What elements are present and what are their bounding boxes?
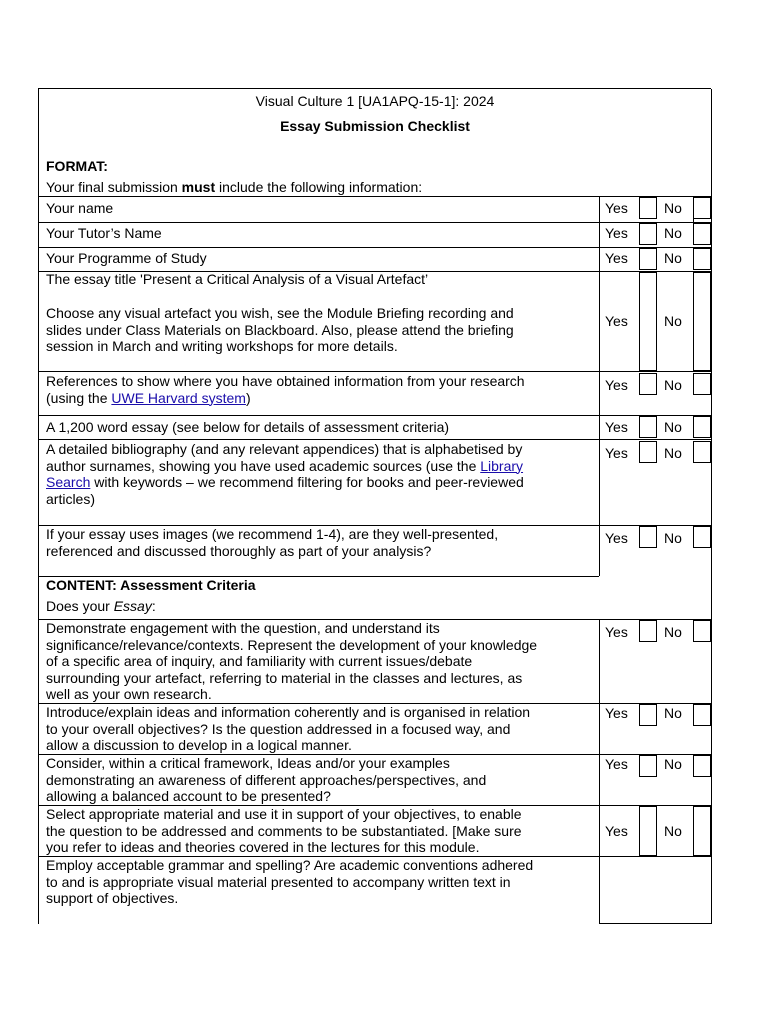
yes-checkbox[interactable] [639, 248, 657, 270]
no-checkbox[interactable] [693, 223, 711, 245]
no-checkbox[interactable] [693, 272, 711, 371]
no-checkbox[interactable] [693, 441, 711, 463]
no-label: No [664, 823, 682, 839]
row-essay-choose: Choose any visual artefact you wish, see the Module Briefing recording and slides under Class Materials on Blackboard. Also, please attend the briefing session in March and writing workshops for more details. [46, 305, 514, 354]
no-checkbox[interactable] [693, 416, 711, 438]
row-programme: Your Programme of Study [46, 250, 207, 266]
no-label: No [664, 624, 682, 640]
yes-label: Yes [605, 250, 628, 266]
yes-checkbox[interactable] [639, 373, 657, 395]
yes-label: Yes [605, 445, 628, 461]
no-label: No [664, 200, 682, 216]
yes-label: Yes [605, 823, 628, 839]
yes-label: Yes [605, 530, 628, 546]
no-checkbox[interactable] [693, 806, 711, 856]
no-label: No [664, 313, 682, 329]
checklist-table [38, 88, 711, 924]
yes-checkbox[interactable] [639, 704, 657, 726]
no-label: No [664, 250, 682, 266]
yes-label: Yes [605, 705, 628, 721]
no-label: No [664, 705, 682, 721]
no-checkbox[interactable] [693, 526, 711, 548]
page-title: Essay Submission Checklist [280, 118, 470, 134]
no-label: No [664, 756, 682, 772]
yes-label: Yes [605, 419, 628, 435]
no-checkbox[interactable] [693, 704, 711, 726]
yes-label: Yes [605, 200, 628, 216]
yes-label: Yes [605, 377, 628, 393]
yes-checkbox[interactable] [639, 806, 657, 856]
row-your-name: Your name [46, 200, 114, 216]
yes-checkbox[interactable] [639, 272, 657, 371]
criterion-organisation: Introduce/explain ideas and information coherently and is organised in relation to your overall objectives? Is the question addressed in a focused way, and allow a discussion to develop in a logical manner. [46, 704, 531, 753]
yes-checkbox[interactable] [639, 197, 657, 219]
no-label: No [664, 445, 682, 461]
content-intro: Does your Essay: [46, 598, 156, 614]
module-title: Visual Culture 1 [UA1APQ-15-1]: 2024 [255, 93, 495, 109]
library-search-link[interactable]: Library [480, 457, 524, 474]
row-essay-title: The essay title 'Present a Critical Analysis of a Visual Artefact’ [46, 271, 429, 287]
format-intro: Your final submission must include the following information: [46, 179, 423, 195]
format-heading: FORMAT: [46, 158, 108, 174]
no-label: No [664, 419, 682, 435]
yes-label: Yes [605, 225, 628, 241]
no-checkbox[interactable] [693, 755, 711, 777]
no-label: No [664, 530, 682, 546]
criterion-grammar: Employ acceptable grammar and spelling? Are academic conventions adhered to and is appropriate visual material presented to accompany written text in support of objectives. [46, 857, 534, 906]
criterion-critical-framework: Consider, within a critical framework, Ideas and/or your examples demonstrating an awareness of different approaches/perspectives, and allowing a balanced account to be presented? [46, 755, 487, 804]
content-heading: CONTENT: Assessment Criteria [46, 577, 256, 593]
yes-label: Yes [605, 313, 628, 329]
yes-label: Yes [605, 756, 628, 772]
no-checkbox[interactable] [693, 248, 711, 270]
yes-checkbox[interactable] [639, 441, 657, 463]
yes-checkbox[interactable] [639, 620, 657, 642]
no-checkbox[interactable] [693, 620, 711, 642]
row-images: If your essay uses images (we recommend 1-4), are they well-presented, referenced and discussed thoroughly as part of your analysis? [46, 526, 499, 559]
no-checkbox[interactable] [693, 373, 711, 395]
row-bibliography: A detailed bibliography (and any relevant appendices) that is alphabetised by author surnames, showing you have used academic sources (use the Library Search with keywords – we recommend filtering for books and peer-reviewed articles) [46, 441, 524, 507]
yes-checkbox[interactable] [639, 416, 657, 438]
no-checkbox[interactable] [693, 197, 711, 219]
yes-checkbox[interactable] [639, 755, 657, 777]
criterion-engagement: Demonstrate engagement with the question, and understand its significance/relevance/contexts. Represent the development of your knowledge of a specific area of inquiry, and familiarity with current issues/debate surrounding your artefact, referring to material in the classes and lectures, as well as your own research. [46, 620, 538, 702]
row-references: References to show where you have obtained information from your research (using the UWE Harvard system) [46, 373, 525, 406]
no-label: No [664, 225, 682, 241]
row-word-count: A 1,200 word essay (see below for details of assessment criteria) [46, 419, 450, 435]
yes-checkbox[interactable] [639, 526, 657, 548]
yes-label: Yes [605, 624, 628, 640]
yes-checkbox[interactable] [639, 223, 657, 245]
row-tutor-name: Your Tutor’s Name [46, 225, 162, 241]
no-label: No [664, 377, 682, 393]
library-search-link-cont[interactable]: Search [46, 474, 91, 490]
uwe-harvard-link[interactable]: UWE Harvard system [111, 389, 246, 406]
criterion-material: Select appropriate material and use it in support of your objectives, to enable the question to be addressed and comments to be substantiated. [Make sure you refer to ideas and theories covered in the lectures for this module. [46, 806, 522, 855]
